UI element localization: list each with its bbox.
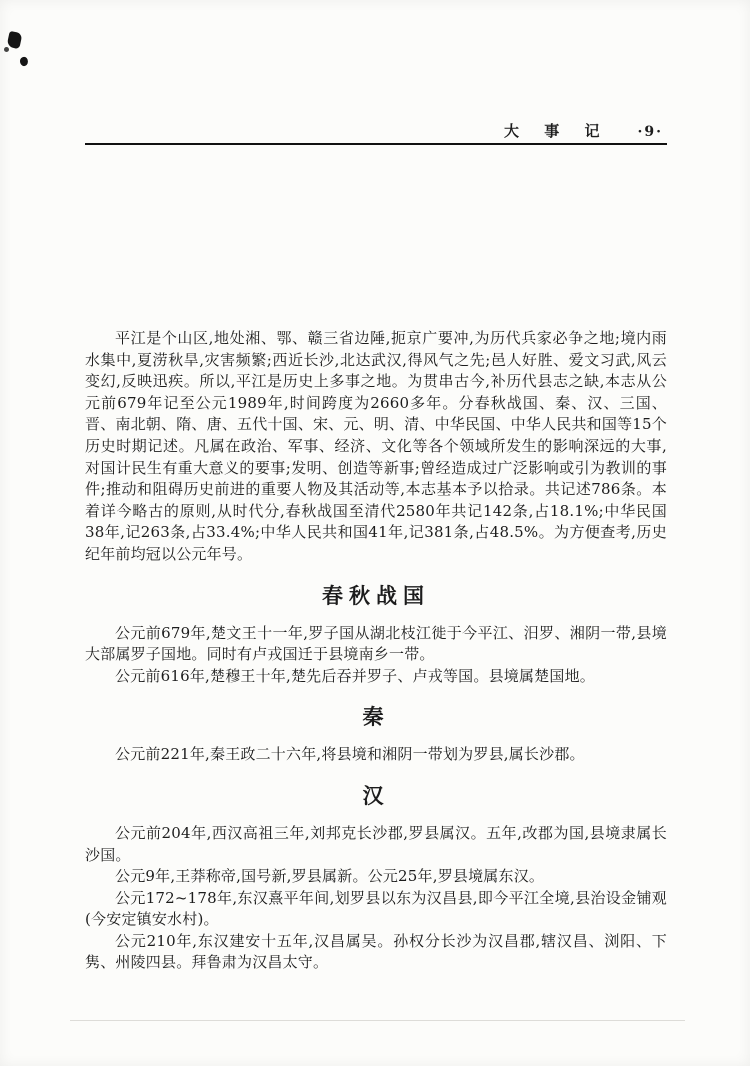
scan-artifact <box>19 56 30 67</box>
section-heading-spring-autumn: 春秋战国 <box>322 582 430 608</box>
paragraph: 公元前679年,楚文王十一年,罗子国从湖北枝江徙于今平江、汨罗、湘阴一带,县境大部属罗子国地。同时有卢戎国迁于县境南乡一带。 <box>85 623 667 664</box>
running-head-title: 大 事 记 <box>504 122 610 140</box>
paragraph: 公元前204年,西汉高祖三年,刘邦克长沙郡,罗县属汉。五年,改郡为国,县境隶属长沙国。 <box>85 823 667 864</box>
intro-paragraph: 平江是个山区,地处湘、鄂、赣三省边陲,扼京广要冲,为历代兵家必争之地;境内雨水集中,夏涝秋旱,灾害频繁;西近长沙,北达武汉,得风气之先;邑人好胜、爱文习武,风云变幻,反映迅疾。所以,平江是历史上多事之地。为贯串古今,补历代县志之缺,本志从公元前679年记至公元1989年,时间跨度为2660多年。分春秋战国、秦、汉、三国、晋、南北朝、隋、唐、五代十国、宋、元、明、清、中华民国、中华人民共和国等15个历史时期记述。凡属在政治、军事、经济、文化等各个领域所发生的影响深远的大事,对国计民生有重大意义的要事;发明、创造等新事;曾经造成过广泛影响或引为教训的事件;推动和阻碍历史前进的重要人物及其活动等,本志基本予以拾录。共记述786条。本着详今略古的原则,从时代分,春秋战国至清代2580年共记142条,占18.1%;中华民国38年,记263条,占33.4%;中华人民共和国41年,记381条,占48.5%。为方便查考,历史纪年前均冠以公元年号。 <box>85 329 667 563</box>
paragraph: 公元210年,东汉建安十五年,汉昌属吴。孙权分长沙为汉昌郡,辖汉昌、浏阳、下隽、州陵四县。拜鲁肃为汉昌太守。 <box>85 931 667 972</box>
scan-artifact <box>4 47 9 52</box>
paragraph: 公元172~178年,东汉熹平年间,划罗县以东为汉昌县,即今平江全境,县治设金铺观(今安定镇安水村)。 <box>85 888 667 929</box>
scan-edge-line <box>70 1020 685 1021</box>
section-heading-qin: 秦 <box>362 704 390 730</box>
section-heading-han: 汉 <box>362 782 390 808</box>
body-text <box>85 328 667 974</box>
header-rule <box>85 143 667 145</box>
paragraph: 公元前221年,秦王政二十六年,将县境和湘阴一带划为罗县,属长沙郡。 <box>115 745 585 764</box>
page-header <box>85 120 665 141</box>
paragraph: 公元前616年,楚穆王十年,楚先后吞并罗子、卢戎等国。县境属楚国地。 <box>115 666 595 685</box>
page-number: ·9· <box>637 124 663 140</box>
paragraph: 公元9年,王莽称帝,国号新,罗县属新。公元25年,罗县境属东汉。 <box>115 867 545 886</box>
scan-artifact <box>6 31 22 49</box>
